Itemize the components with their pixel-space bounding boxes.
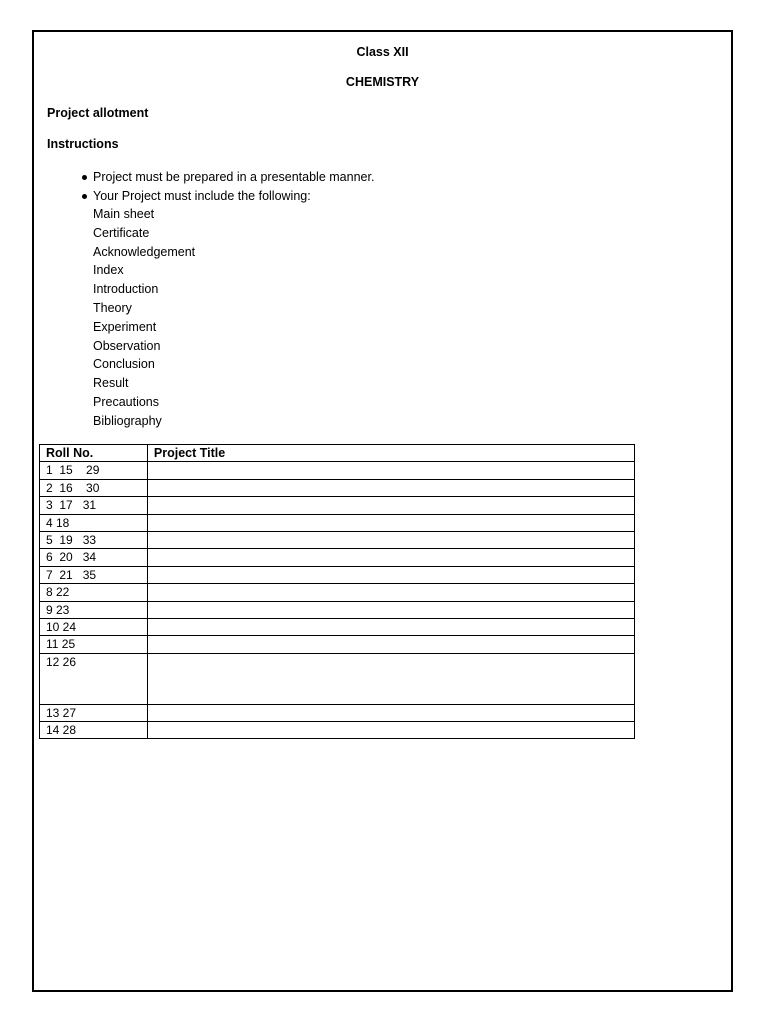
component-item: Precautions: [93, 394, 160, 409]
component-item: Bibliography: [93, 413, 162, 428]
project-title-cell[interactable]: [147, 566, 634, 583]
component-item: Main sheet: [93, 207, 155, 221]
table-row: [40, 531, 635, 548]
component-item: Experiment: [93, 319, 157, 334]
table-row: [40, 601, 635, 618]
component-item: Result: [93, 376, 129, 391]
table-row: [40, 636, 635, 653]
instruction-item: [93, 168, 374, 187]
instruction-text: Project must be prepared in a presentable manner.: [93, 170, 375, 184]
table-row: [40, 479, 635, 496]
subject-heading: CHEMISTRY: [345, 75, 420, 89]
roll-no-cell: 14 28: [40, 722, 148, 739]
project-title-cell[interactable]: [147, 618, 634, 635]
roll-no-header: Roll No.: [40, 445, 148, 462]
roll-no-cell: 6 20 34: [40, 549, 148, 566]
bullet-icon: [82, 194, 87, 199]
roll-no-cell: 10 24: [40, 618, 148, 635]
roll-no-cell: 1 15 29: [40, 462, 148, 479]
component-item: Conclusion: [93, 357, 155, 372]
roll-no-cell: 3 17 31: [40, 497, 148, 514]
table-row: [40, 514, 635, 531]
table-row: [40, 584, 635, 601]
bullet-icon: [82, 175, 87, 180]
table-row: [40, 566, 635, 583]
roll-no-cell: 5 19 33: [40, 531, 148, 548]
project-title-cell[interactable]: [147, 636, 634, 653]
component-item: Certificate: [93, 225, 150, 240]
roll-no-cell: 4 18: [40, 514, 148, 531]
table-row: [40, 497, 635, 514]
component-item: Theory: [93, 300, 132, 315]
table-row: [40, 549, 635, 566]
roll-no-cell: 7 21 35: [40, 566, 148, 583]
instruction-text: Your Project must include the following:: [93, 189, 311, 203]
table-row: [40, 704, 635, 721]
roll-no-cell: 13 27: [40, 704, 148, 721]
table-header-row: [40, 445, 635, 462]
instructions-title: Instructions: [47, 137, 119, 151]
project-title-cell[interactable]: [147, 497, 634, 514]
roll-no-cell: 9 23: [40, 601, 148, 618]
component-item: Introduction: [93, 282, 159, 297]
table-row: [40, 462, 635, 479]
table-row: [40, 653, 635, 704]
project-title-cell[interactable]: [147, 722, 634, 739]
table-row: [40, 722, 635, 739]
class-heading: Class XII: [356, 45, 409, 59]
instruction-item: [93, 187, 374, 206]
component-item: Acknowledgement: [93, 244, 196, 259]
table-row: [40, 618, 635, 635]
project-title-cell[interactable]: [147, 704, 634, 721]
project-title-cell[interactable]: [147, 653, 634, 704]
project-allotment-table: [39, 444, 635, 739]
roll-no-cell: 8 22: [40, 584, 148, 601]
roll-no-cell: 11 25: [40, 636, 148, 653]
project-title-cell[interactable]: [147, 531, 634, 548]
project-title-cell[interactable]: [147, 479, 634, 496]
project-title-cell[interactable]: [147, 549, 634, 566]
component-item: Observation: [93, 338, 161, 353]
roll-no-cell: 12 26: [40, 653, 148, 704]
project-components-list: [93, 205, 195, 431]
instructions-list: [93, 168, 374, 206]
project-title-cell[interactable]: [147, 601, 634, 618]
project-title-cell[interactable]: [147, 514, 634, 531]
project-title-header: Project Title: [147, 445, 634, 462]
project-title-cell[interactable]: [147, 462, 634, 479]
component-item: Index: [93, 263, 124, 278]
section-title: Project allotment: [47, 106, 149, 120]
roll-no-cell: 2 16 30: [40, 479, 148, 496]
project-title-cell[interactable]: [147, 584, 634, 601]
